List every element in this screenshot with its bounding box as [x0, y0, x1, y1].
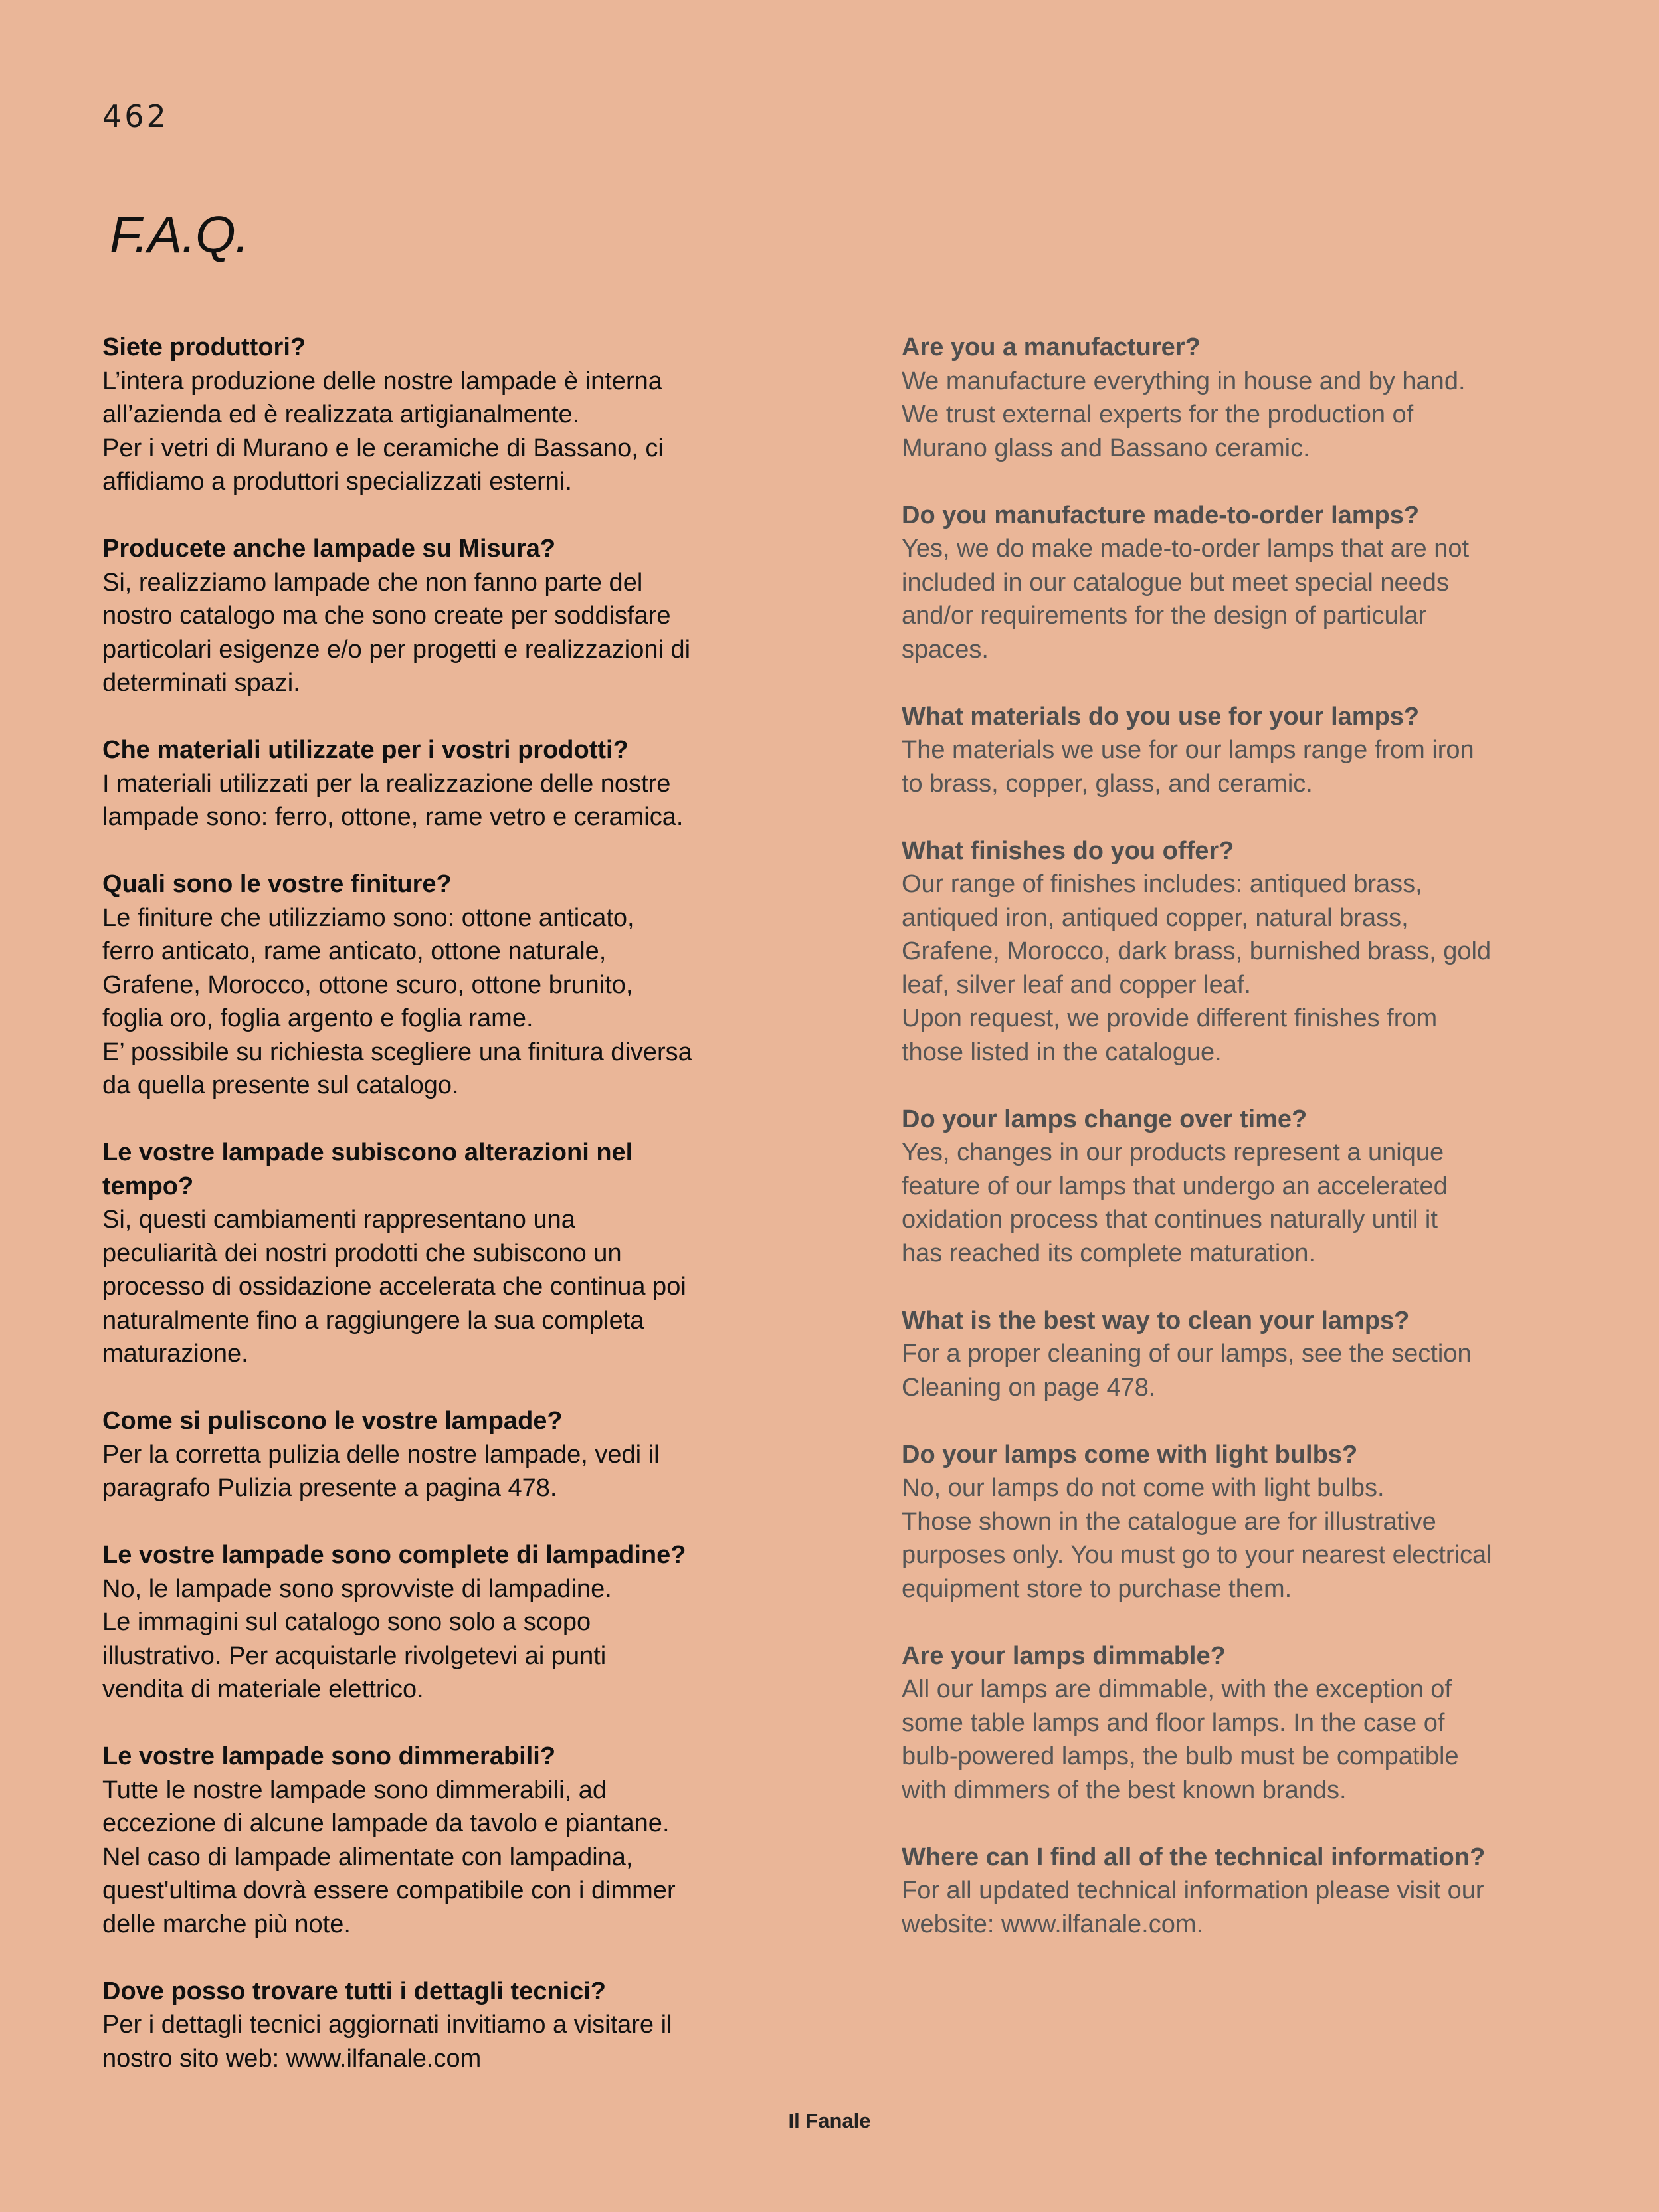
- faq-question: Le vostre lampade sono complete di lampadine?: [102, 1541, 686, 1569]
- faq-answer: Yes, we do make made-to-order lamps that are not included in our catalogue but meet special needs and/or requirements for the design of particular spaces.: [902, 535, 1470, 664]
- faq-item: [902, 1438, 1593, 1606]
- faq-question: Le vostre lampade sono dimmerabili?: [102, 1742, 556, 1770]
- faq-item: [902, 1639, 1593, 1807]
- faq-answer: For a proper cleaning of our lamps, see the section Cleaning on page 478.: [902, 1340, 1472, 1402]
- faq-question: What finishes do you offer?: [902, 836, 1234, 865]
- faq-question: What materials do you use for your lamps?: [902, 702, 1420, 731]
- faq-answer: Per la corretta pulizia delle nostre lampade, vedi il paragrafo Pulizia presente a pagina 478.: [102, 1440, 660, 1502]
- faq-answer: All our lamps are dimmable, with the exception of some table lamps and floor lamps. In the case of bulb-powered lamps, the bulb must be compatible with dimmers of the best known brands.: [902, 1675, 1459, 1804]
- faq-answer: Our range of finishes includes: antiqued brass, antiqued iron, antiqued copper, natural brass, Grafene, Morocco, dark brass, burnished brass, gold leaf, silver leaf and copper leaf. Upon request, we provide different finishes from those listed in the catalogue.: [902, 870, 1492, 1066]
- faq-item: [102, 331, 773, 499]
- faq-answer: Tutte le nostre lampade sono dimmerabili, ad eccezione di alcune lampade da tavolo e piantane. Nel caso di lampade alimentate con lampadina, quest'ultima dovrà essere compatibile con i dimmer delle marche più note.: [102, 1776, 676, 1938]
- faq-question: Che materiali utilizzate per i vostri prodotti?: [102, 736, 629, 764]
- faq-item: [902, 700, 1593, 801]
- faq-question: Are you a manufacturer?: [902, 333, 1201, 361]
- faq-column-italian: [102, 331, 773, 2109]
- faq-item: [102, 733, 773, 834]
- faq-item: [902, 1103, 1593, 1271]
- faq-item: [102, 1538, 773, 1706]
- faq-item: [902, 331, 1593, 465]
- faq-question: Where can I find all of the technical information?: [902, 1843, 1486, 1871]
- faq-item: [102, 1740, 773, 1941]
- faq-question: Producete anche lampade su Misura?: [102, 535, 556, 563]
- page-title: F.A.Q.: [110, 205, 249, 264]
- faq-answer: No, our lamps do not come with light bulbs. Those shown in the catalogue are for illustrative purposes only. You must go to your nearest electrical equipment store to purchase them.: [902, 1474, 1492, 1603]
- faq-question: Do you manufacture made-to-order lamps?: [902, 501, 1420, 529]
- faq-question: Do your lamps change over time?: [902, 1105, 1308, 1133]
- faq-item: [102, 532, 773, 700]
- faq-answer: Le finiture che utilizziamo sono: ottone anticato, ferro anticato, rame anticato, ottone naturale, Grafene, Morocco, ottone scuro, ottone brunito, foglia oro, foglia argento e foglia rame. E’ possibile su richiesta scegliere una finitura diversa da quella presente sul catalogo.: [102, 903, 692, 1099]
- faq-answer: We manufacture everything in house and by hand. We trust external experts for the production of Murano glass and Bassano ceramic.: [902, 367, 1466, 462]
- faq-item: [102, 868, 773, 1103]
- faq-answer: For all updated technical information please visit our website: www.ilfanale.com.: [902, 1877, 1484, 1938]
- faq-answer: No, le lampade sono sprovviste di lampadine. Le immagini sul catalogo sono solo a scopo illustrativo. Per acquistarle rivolgetevi ai punti vendita di materiale elettrico.: [102, 1574, 612, 1703]
- faq-answer: Si, realizziamo lampade che non fanno parte del nostro catalogo ma che sono create per soddisfare particolari esigenze e/o per progetti e realizzazioni di determinati spazi.: [102, 568, 691, 697]
- faq-question: Are your lamps dimmable?: [902, 1641, 1226, 1670]
- faq-question: Come si puliscono le vostre lampade?: [102, 1407, 563, 1435]
- footer-brand: Il Fanale: [788, 2109, 871, 2132]
- faq-item: [902, 1304, 1593, 1405]
- faq-question: Siete produttori?: [102, 333, 306, 361]
- faq-item: [902, 834, 1593, 1069]
- faq-answer: Yes, changes in our products represent a unique feature of our lamps that undergo an accelerated oxidation process that continues naturally until it has reached its complete maturation.: [902, 1139, 1448, 1267]
- faq-answer: I materiali utilizzati per la realizzazione delle nostre lampade sono: ferro, ottone, rame vetro e ceramica.: [102, 769, 684, 831]
- faq-column-english: [902, 331, 1593, 1975]
- faq-item: [902, 499, 1593, 667]
- faq-question: What is the best way to clean your lamps?: [902, 1306, 1410, 1335]
- faq-question: Le vostre lampade subiscono alterazioni nel tempo?: [102, 1139, 633, 1200]
- faq-question: Dove posso trovare tutti i dettagli tecnici?: [102, 1977, 607, 2005]
- faq-answer: Per i dettagli tecnici aggiornati invitiamo a visitare il nostro sito web: www.ilfanale.com: [102, 2011, 672, 2073]
- faq-item: [102, 1975, 773, 2076]
- faq-item: [102, 1404, 773, 1505]
- faq-answer: The materials we use for our lamps range from iron to brass, copper, glass, and ceramic.: [902, 736, 1474, 798]
- page-number: 462: [102, 98, 169, 134]
- faq-answer: Si, questi cambiamenti rappresentano una peculiarità dei nostri prodotti che subiscono un processo di ossidazione accelerata che continua poi naturalmente fino a raggiungere la sua completa maturazione.: [102, 1206, 686, 1368]
- faq-item: [102, 1136, 773, 1371]
- faq-answer: L’intera produzione delle nostre lampade è interna all’azienda ed è realizzata artigianalmente. Per i vetri di Murano e le ceramiche di Bassano, ci affidiamo a produttori specializzati esterni.: [102, 367, 664, 496]
- faq-question: Do your lamps come with light bulbs?: [902, 1440, 1358, 1469]
- faq-item: [902, 1841, 1593, 1942]
- faq-question: Quali sono le vostre finiture?: [102, 870, 452, 898]
